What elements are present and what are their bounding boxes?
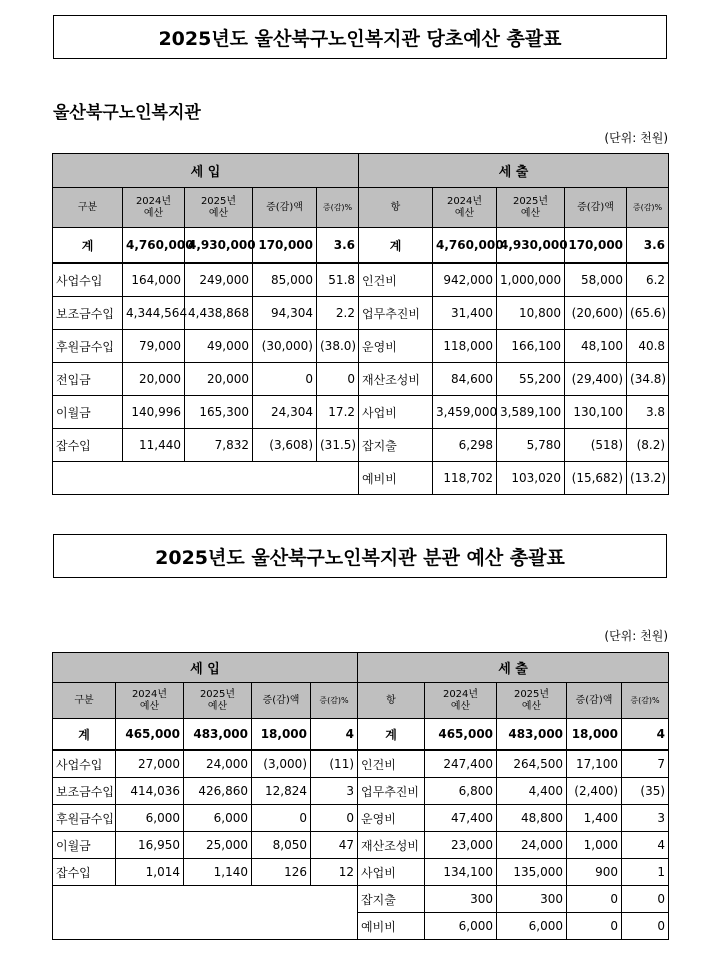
income-item-label: 사업수입 xyxy=(53,263,123,297)
income-value-cell: 0 xyxy=(252,805,311,832)
income-value-cell: 4,344,564 xyxy=(123,297,185,330)
income-item-label: 후원금수입 xyxy=(53,330,123,363)
expense-column-header: 2024년 예산 xyxy=(433,188,497,228)
income-empty-area xyxy=(53,462,359,495)
income-value-cell: 1,014 xyxy=(116,859,184,886)
income-value-cell: (30,000) xyxy=(253,330,317,363)
expense-value-cell: 3,459,000 xyxy=(433,396,497,429)
income-column-header: 구분 xyxy=(53,188,123,228)
expense-value-cell: 31,400 xyxy=(433,297,497,330)
income-column-header: 2025년 예산 xyxy=(184,683,252,719)
income-value-cell: 24,304 xyxy=(253,396,317,429)
income-value-cell: 94,304 xyxy=(253,297,317,330)
expense-total-cell: 계 xyxy=(358,719,425,751)
expense-item-label: 잡지출 xyxy=(359,429,433,462)
income-column-header: 2024년 예산 xyxy=(116,683,184,719)
expense-item-label: 재산조성비 xyxy=(359,363,433,396)
expense-value-cell: 10,800 xyxy=(497,297,565,330)
income-value-cell: 126 xyxy=(252,859,311,886)
expense-value-cell: 23,000 xyxy=(425,832,497,859)
income-column-header: 2025년 예산 xyxy=(185,188,253,228)
expense-value-cell: 300 xyxy=(497,886,567,913)
income-column-header: 증(감)액 xyxy=(253,188,317,228)
income-column-header: 구분 xyxy=(53,683,116,719)
table-row xyxy=(53,778,669,805)
expense-item-label: 잡지출 xyxy=(358,886,425,913)
table-row xyxy=(53,330,669,363)
income-empty-area xyxy=(53,886,358,940)
income-value-cell: 85,000 xyxy=(253,263,317,297)
income-value-cell: 16,950 xyxy=(116,832,184,859)
expense-value-cell: 118,000 xyxy=(433,330,497,363)
table-row xyxy=(53,363,669,396)
table-row xyxy=(53,297,669,330)
expense-value-cell: 118,702 xyxy=(433,462,497,495)
expense-value-cell: (20,600) xyxy=(565,297,627,330)
expense-value-cell: 40.8 xyxy=(627,330,669,363)
expense-value-cell: 942,000 xyxy=(433,263,497,297)
total-row xyxy=(53,228,669,264)
expense-value-cell: 0 xyxy=(567,886,622,913)
expense-value-cell: 84,600 xyxy=(433,363,497,396)
expense-total-cell: 4,760,000 xyxy=(433,228,497,264)
income-column-header: 증(감)% xyxy=(317,188,359,228)
income-total-cell: 483,000 xyxy=(184,719,252,751)
table-row xyxy=(53,396,669,429)
income-value-cell: 12,824 xyxy=(252,778,311,805)
income-value-cell: 0 xyxy=(317,363,359,396)
income-value-cell: 51.8 xyxy=(317,263,359,297)
income-value-cell: 27,000 xyxy=(116,750,184,778)
income-value-cell: 165,300 xyxy=(185,396,253,429)
income-value-cell: 0 xyxy=(311,805,358,832)
income-value-cell: 17.2 xyxy=(317,396,359,429)
expense-column-header: 2024년 예산 xyxy=(425,683,497,719)
expense-value-cell: 1,400 xyxy=(567,805,622,832)
expense-value-cell: 1 xyxy=(622,859,669,886)
unit-label: (단위: 천원) xyxy=(604,131,668,145)
table-row xyxy=(53,429,669,462)
expense-value-cell: (2,400) xyxy=(567,778,622,805)
expense-value-cell: 0 xyxy=(622,886,669,913)
expense-value-cell: 300 xyxy=(425,886,497,913)
expense-value-cell: 48,100 xyxy=(565,330,627,363)
income-value-cell: 20,000 xyxy=(123,363,185,396)
unit-label: (단위: 천원) xyxy=(604,629,668,643)
income-total-cell: 4 xyxy=(311,719,358,751)
expense-total-cell: 465,000 xyxy=(425,719,497,751)
expense-value-cell: 7 xyxy=(622,750,669,778)
expense-value-cell: (13.2) xyxy=(627,462,669,495)
income-column-header: 증(감)액 xyxy=(252,683,311,719)
income-item-label: 전입금 xyxy=(53,363,123,396)
expense-value-cell: 58,000 xyxy=(565,263,627,297)
income-value-cell: 426,860 xyxy=(184,778,252,805)
expense-value-cell: 3,589,100 xyxy=(497,396,565,429)
expense-value-cell: 130,100 xyxy=(565,396,627,429)
expense-value-cell: (29,400) xyxy=(565,363,627,396)
income-item-label: 보조금수입 xyxy=(53,297,123,330)
table-row xyxy=(53,859,669,886)
expense-total-cell: 18,000 xyxy=(567,719,622,751)
expense-item-label: 사업비 xyxy=(359,396,433,429)
expense-value-cell: (8.2) xyxy=(627,429,669,462)
expense-value-cell: (518) xyxy=(565,429,627,462)
expense-item-label: 인건비 xyxy=(359,263,433,297)
income-value-cell: 49,000 xyxy=(185,330,253,363)
expense-column-header: 증(감)액 xyxy=(567,683,622,719)
expense-value-cell: 166,100 xyxy=(497,330,565,363)
income-value-cell: 25,000 xyxy=(184,832,252,859)
expense-item-label: 사업비 xyxy=(358,859,425,886)
income-value-cell: 47 xyxy=(311,832,358,859)
income-value-cell: 249,000 xyxy=(185,263,253,297)
expense-value-cell: 4,400 xyxy=(497,778,567,805)
expense-item-label: 운영비 xyxy=(358,805,425,832)
expense-value-cell: (35) xyxy=(622,778,669,805)
expense-column-header: 증(감)액 xyxy=(565,188,627,228)
table-row xyxy=(53,886,669,913)
income-value-cell: (3,000) xyxy=(252,750,311,778)
income-item-label: 이월금 xyxy=(53,396,123,429)
table-row xyxy=(53,832,669,859)
income-value-cell: 164,000 xyxy=(123,263,185,297)
income-item-label: 후원금수입 xyxy=(53,805,116,832)
column-header-row xyxy=(53,188,669,228)
income-total-cell: 4,930,000 xyxy=(185,228,253,264)
income-value-cell: 0 xyxy=(253,363,317,396)
income-total-cell: 170,000 xyxy=(253,228,317,264)
table-row xyxy=(53,263,669,297)
income-section-header: 세 입 xyxy=(53,653,358,683)
income-item-label: 잡수입 xyxy=(53,429,123,462)
expense-value-cell: 17,100 xyxy=(567,750,622,778)
income-total-cell: 18,000 xyxy=(252,719,311,751)
expense-value-cell: 3.8 xyxy=(627,396,669,429)
expense-item-label: 업무추진비 xyxy=(358,778,425,805)
expense-column-header: 증(감)% xyxy=(627,188,669,228)
income-value-cell: 2.2 xyxy=(317,297,359,330)
expense-value-cell: 103,020 xyxy=(497,462,565,495)
expense-total-cell: 170,000 xyxy=(565,228,627,264)
income-value-cell: (11) xyxy=(311,750,358,778)
expense-value-cell: 24,000 xyxy=(497,832,567,859)
income-section-header: 세 입 xyxy=(53,154,359,188)
expense-value-cell: 900 xyxy=(567,859,622,886)
expense-column-header: 증(감)% xyxy=(622,683,669,719)
expense-total-cell: 3.6 xyxy=(627,228,669,264)
expense-value-cell: 4 xyxy=(622,832,669,859)
organization-name: 울산북구노인복지관 xyxy=(53,103,201,123)
document-title-branch: 2025년도 울산북구노인복지관 분관 예산 총괄표 xyxy=(53,534,667,578)
expense-column-header: 2025년 예산 xyxy=(497,683,567,719)
income-total-cell: 계 xyxy=(53,719,116,751)
income-total-cell: 계 xyxy=(53,228,123,264)
expense-value-cell: (15,682) xyxy=(565,462,627,495)
expense-section-header: 세 출 xyxy=(358,653,669,683)
expense-column-header: 항 xyxy=(358,683,425,719)
expense-value-cell: 6,000 xyxy=(497,913,567,940)
income-value-cell: 4,438,868 xyxy=(185,297,253,330)
table-row xyxy=(53,750,669,778)
expense-total-cell: 4 xyxy=(622,719,669,751)
income-value-cell: (31.5) xyxy=(317,429,359,462)
income-value-cell: 8,050 xyxy=(252,832,311,859)
income-item-label: 잡수입 xyxy=(53,859,116,886)
expense-value-cell: 47,400 xyxy=(425,805,497,832)
expense-item-label: 업무추진비 xyxy=(359,297,433,330)
expense-value-cell: 6.2 xyxy=(627,263,669,297)
income-value-cell: 11,440 xyxy=(123,429,185,462)
income-value-cell: 79,000 xyxy=(123,330,185,363)
income-value-cell: 7,832 xyxy=(185,429,253,462)
income-item-label: 사업수입 xyxy=(53,750,116,778)
income-item-label: 이월금 xyxy=(53,832,116,859)
income-total-cell: 4,760,000 xyxy=(123,228,185,264)
income-item-label: 보조금수입 xyxy=(53,778,116,805)
income-value-cell: 140,996 xyxy=(123,396,185,429)
expense-item-label: 운영비 xyxy=(359,330,433,363)
expense-value-cell: 135,000 xyxy=(497,859,567,886)
total-row xyxy=(53,719,669,751)
expense-item-label: 재산조성비 xyxy=(358,832,425,859)
expense-value-cell: 264,500 xyxy=(497,750,567,778)
expense-section-header: 세 출 xyxy=(359,154,669,188)
expense-value-cell: 247,400 xyxy=(425,750,497,778)
income-total-cell: 3.6 xyxy=(317,228,359,264)
budget-summary-table-branch xyxy=(52,652,669,940)
expense-value-cell: 55,200 xyxy=(497,363,565,396)
section-header-row xyxy=(53,154,669,188)
expense-value-cell: 1,000,000 xyxy=(497,263,565,297)
table-row xyxy=(53,462,669,495)
section-header-row xyxy=(53,653,669,683)
expense-value-cell: 0 xyxy=(622,913,669,940)
expense-value-cell: 6,800 xyxy=(425,778,497,805)
income-column-header: 2024년 예산 xyxy=(123,188,185,228)
income-value-cell: (38.0) xyxy=(317,330,359,363)
column-header-row xyxy=(53,683,669,719)
expense-value-cell: 48,800 xyxy=(497,805,567,832)
income-value-cell: 20,000 xyxy=(185,363,253,396)
income-value-cell: 6,000 xyxy=(184,805,252,832)
expense-column-header: 2025년 예산 xyxy=(497,188,565,228)
income-value-cell: 12 xyxy=(311,859,358,886)
income-value-cell: 414,036 xyxy=(116,778,184,805)
income-value-cell: (3,608) xyxy=(253,429,317,462)
expense-value-cell: 3 xyxy=(622,805,669,832)
income-value-cell: 1,140 xyxy=(184,859,252,886)
expense-total-cell: 계 xyxy=(359,228,433,264)
expense-column-header: 항 xyxy=(359,188,433,228)
expense-value-cell: 5,780 xyxy=(497,429,565,462)
document-title-main: 2025년도 울산북구노인복지관 당초예산 총괄표 xyxy=(53,15,667,59)
expense-value-cell: 0 xyxy=(567,913,622,940)
expense-item-label: 인건비 xyxy=(358,750,425,778)
expense-item-label: 예비비 xyxy=(358,913,425,940)
expense-value-cell: 6,298 xyxy=(433,429,497,462)
expense-total-cell: 483,000 xyxy=(497,719,567,751)
table-row xyxy=(53,805,669,832)
income-total-cell: 465,000 xyxy=(116,719,184,751)
income-column-header: 증(감)% xyxy=(311,683,358,719)
budget-summary-table-main xyxy=(52,153,669,495)
expense-item-label: 예비비 xyxy=(359,462,433,495)
expense-value-cell: (65.6) xyxy=(627,297,669,330)
expense-value-cell: 6,000 xyxy=(425,913,497,940)
expense-value-cell: 134,100 xyxy=(425,859,497,886)
expense-total-cell: 4,930,000 xyxy=(497,228,565,264)
income-value-cell: 3 xyxy=(311,778,358,805)
expense-value-cell: (34.8) xyxy=(627,363,669,396)
income-value-cell: 24,000 xyxy=(184,750,252,778)
income-value-cell: 6,000 xyxy=(116,805,184,832)
expense-value-cell: 1,000 xyxy=(567,832,622,859)
